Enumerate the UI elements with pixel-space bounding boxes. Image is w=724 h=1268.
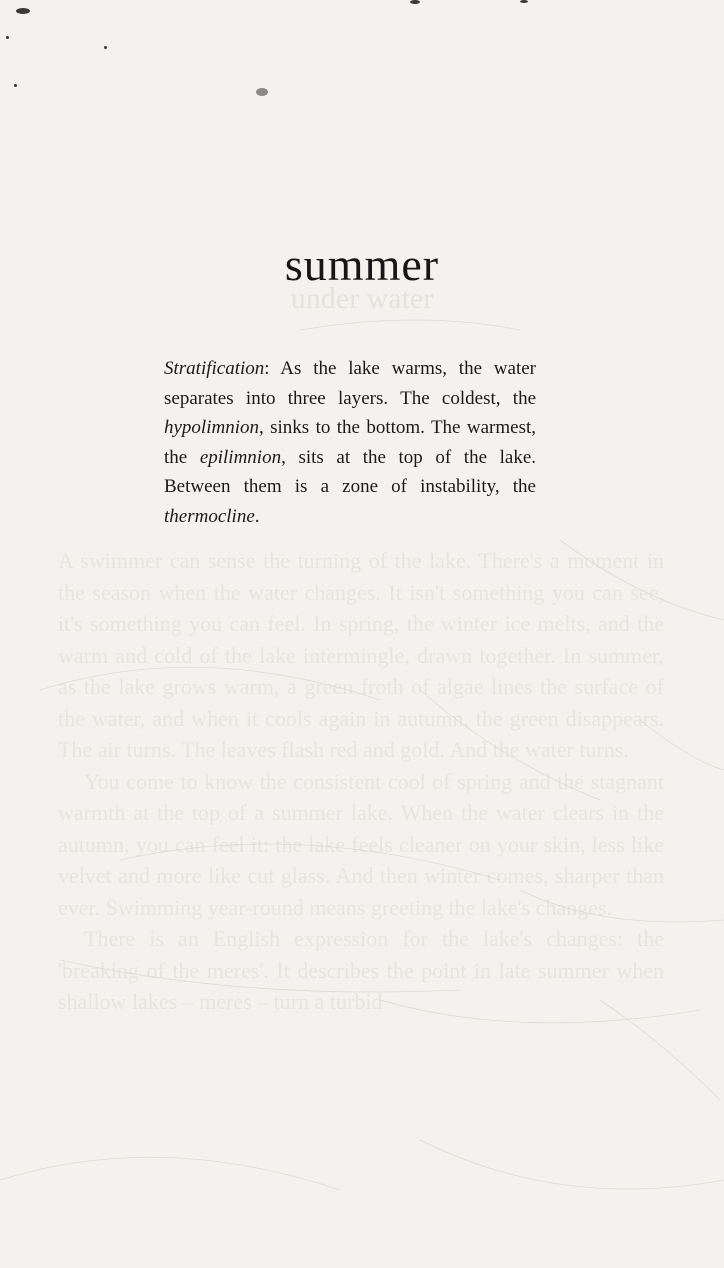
- ink-speck: [16, 8, 30, 14]
- show-through-paragraph: There is an English expression for the lake's changes: the 'breaking of the meres'. It describes the point in late summer when shallow lakes – meres – turn a turbid: [58, 926, 664, 1014]
- term-stratification: Stratification: [164, 358, 265, 379]
- epigraph-text: : As the lake warms, the water separates into three layers. The coldest, the: [164, 358, 536, 409]
- ink-speck: [104, 46, 107, 49]
- ink-speck: [14, 84, 17, 87]
- ink-speck: [520, 0, 528, 3]
- show-through-paragraph: You come to know the consistent cool of spring and the stagnant warmth at the top of a summer lake. When the water clears in the autumn, you can feel it: the lake feels cleaner on your skin, less like velvet and more like cut glass. And then winter comes, sharper than ever. Swimming year-round means greeting the lake's changes.: [58, 768, 664, 920]
- chapter-title: summer: [284, 239, 440, 290]
- show-through-subtitle: under water: [290, 282, 434, 315]
- term-thermocline: thermocline: [164, 505, 255, 527]
- ink-speck: [6, 36, 9, 39]
- epigraph-definition: [164, 354, 536, 531]
- term-epilimnion: epilimnion: [199, 446, 282, 468]
- ink-speck: [410, 0, 420, 4]
- epigraph-text: , sits at the top of the lake. Between them is a zone of instability, the: [164, 446, 536, 497]
- epigraph-text: .: [254, 505, 260, 527]
- term-hypolimnion: hypolimnion: [164, 417, 259, 438]
- show-through-paragraph: A swimmer can sense the turning of the lake. There's a moment in the season when the water changes. It isn't something you can see, it's something you can feel. In spring, the winter ice melts, and the warm and cold of the lake intermingle, drawn together. In summer, as the lake grows warm, a green froth of algae lines the surface of the water, and when it cools again in autumn, the green disappears. The air turns. The leaves flash red and gold. And the water turns.: [58, 548, 664, 762]
- show-through-text: [58, 545, 664, 1018]
- epigraph-text: , sinks to the bottom. The warmest, the: [164, 417, 536, 468]
- ink-speck: [256, 88, 268, 96]
